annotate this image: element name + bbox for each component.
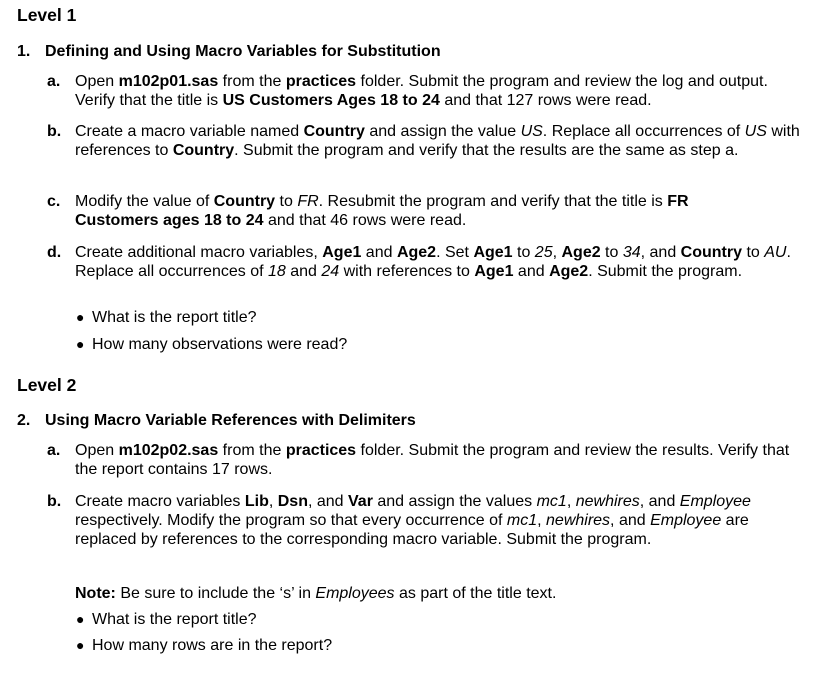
exercise-1-title (17, 42, 441, 61)
step-text: Create a macro variable named Country and assign the value US. Replace all occurrences of US with references to Country. Submit the program and verify that the results are the same as step a. (75, 123, 800, 159)
note: Note: Be sure to include the ‘s’ in Employees as part of the title text. (75, 585, 557, 602)
bullet-icon: ● (76, 611, 85, 627)
list-item: ● What is the report title? (76, 309, 257, 326)
bullet-icon: ● (76, 309, 85, 325)
bullet-icon: ● (76, 336, 85, 352)
step-label: b. (47, 493, 62, 510)
step-text: Create additional macro variables, Age1 and Age2. Set Age1 to 25, Age2 to 34, and Country to AU. Replace all occurrences of 18 and 24 with references to Age1 and Age2. Submit the program. (75, 244, 791, 280)
step-label: d. (47, 244, 62, 261)
note-label: Note: (75, 585, 116, 602)
list-item: ● What is the report title? (76, 611, 257, 628)
step-label: b. (47, 123, 62, 140)
exercise-1-title-text: Defining and Using Macro Variables for Substitution (45, 43, 441, 60)
step-1a (47, 72, 807, 110)
exercise-1-number: 1. (17, 43, 31, 60)
exercise-2-number: 2. (17, 412, 31, 429)
step-label: a. (47, 73, 61, 90)
step-label: a. (47, 442, 61, 459)
level-2-heading: Level 2 (17, 375, 77, 395)
step-1d (47, 243, 807, 281)
list-item: ● How many rows are in the report? (76, 637, 333, 654)
step-1c (47, 192, 807, 230)
step-text: Modify the value of Country to FR. Resubmit the program and verify that the title is FR Customers ages 18 to 24 and that 46 rows were read. (75, 193, 689, 229)
exercise-2-title (17, 411, 416, 430)
step-2a (47, 441, 807, 479)
bullet-icon: ● (76, 637, 85, 653)
step-1b (47, 122, 807, 160)
level-1-heading: Level 1 (17, 5, 77, 25)
step-text: Open m102p01.sas from the practices folder. Submit the program and review the log and output. Verify that the title is US Customers Ages 18 to 24 and that 127 rows were read. (75, 73, 768, 109)
exercise-2-title-text: Using Macro Variable References with Delimiters (45, 412, 416, 429)
step-text: Create macro variables Lib, Dsn, and Var and assign the values mc1, newhires, and Employee respectively. Modify the program so that every occurrence of mc1, newhires, and Employee are replaced by references to the corresponding macro variable. Submit the program. (75, 493, 751, 548)
step-label: c. (47, 193, 61, 210)
step-2b (47, 492, 807, 549)
list-item: ● How many observations were read? (76, 336, 348, 353)
step-text: Open m102p02.sas from the practices folder. Submit the program and review the results. Verify that the report contains 17 rows. (75, 442, 790, 478)
